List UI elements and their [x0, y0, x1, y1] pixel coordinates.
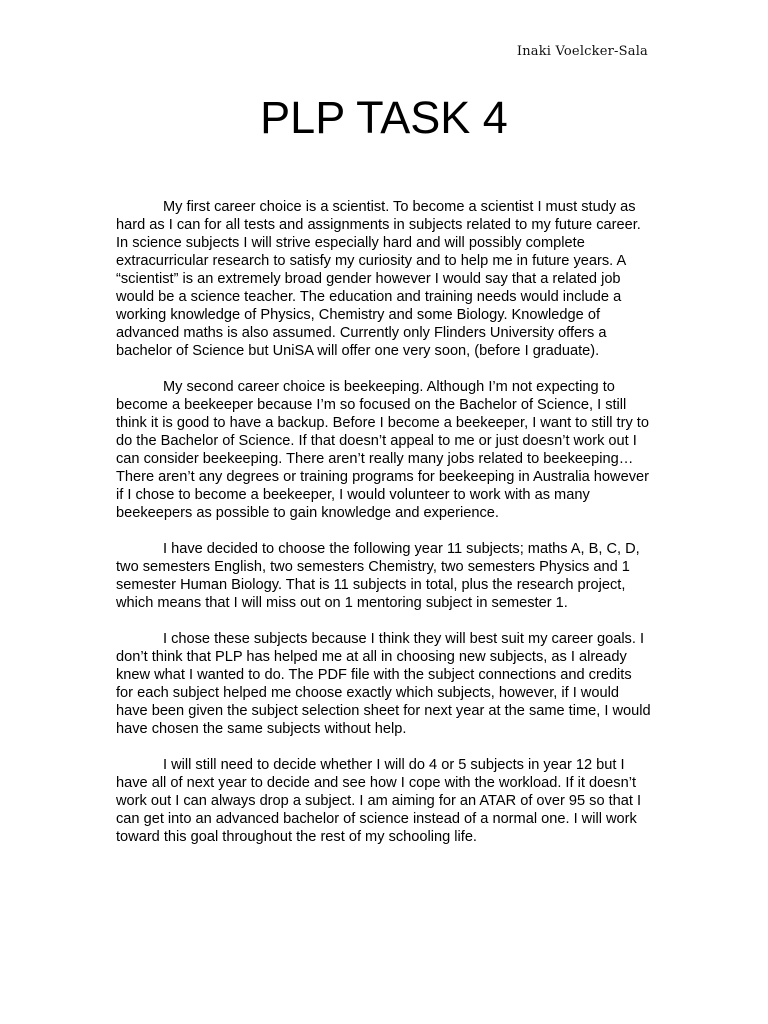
- paragraph-career-scientist: My first career choice is a scientist. To become a scientist I must study as hard as I can for all tests and assignments in subjects related to my future career. In science subjects I will strive especially hard and will possibly complete extracurricular research to satisfy my curiosity and to help me in future years. A “scientist” is an extremely broad gender however I would say that a related job would be a science teacher. The education and training needs would include a working knowledge of Physics, Chemistry and some Biology. Knowledge of advanced maths is also assumed. Currently only Flinders University offers a bachelor of Science but UniSA will offer one very soon, (before I graduate).: [116, 199, 641, 359]
- page-title: PLP TASK 4: [260, 92, 508, 143]
- paragraph-year11-subjects: I have decided to choose the following year 11 subjects; maths A, B, C, D, two semesters English, two semesters Chemistry, two semesters Physics and 1 semester Human Biology. That is 11 subjects in total, plus the research project, which means that I will miss out on 1 mentoring subject in semester 1.: [116, 541, 640, 611]
- paragraph-career-beekeeping: My second career choice is beekeeping. Although I’m not expecting to become a beekeeper because I’m so focused on the Bachelor of Science, I still think it is good to have a backup. Before I become a beekeeper, I want to still try to do the Bachelor of Science. If that doesn’t appeal to me or just doesn’t work out I can consider beekeeping. There aren’t really many jobs related to beekeeping… There aren’t any degrees or training programs for beekeeping in Australia however if I chose to become a beekeeper, I would volunteer to work with as many beekeepers as possible to gain knowledge and experience.: [116, 379, 649, 521]
- document-body: [116, 198, 652, 864]
- paragraph-subject-reasons: I chose these subjects because I think they will best suit my career goals. I don’t think that PLP has helped me at all in choosing new subjects, as I already knew what I wanted to do. The PDF file with the subject connections and credits for each subject helped me choose exactly which subjects, however, if I would have been given the subject selection sheet for next year at the same time, I would have chosen the same subjects without help.: [116, 631, 651, 737]
- author-name: Inaki Voelcker-Sala: [516, 44, 648, 59]
- paragraph-year12-goals: I will still need to decide whether I will do 4 or 5 subjects in year 12 but I have all of next year to decide and see how I cope with the workload. If it doesn’t work out I can always drop a subject. I am aiming for an ATAR of over 95 so that I can get into an advanced bachelor of science instead of a normal one. I will work toward this goal throughout the rest of my schooling life.: [116, 757, 642, 845]
